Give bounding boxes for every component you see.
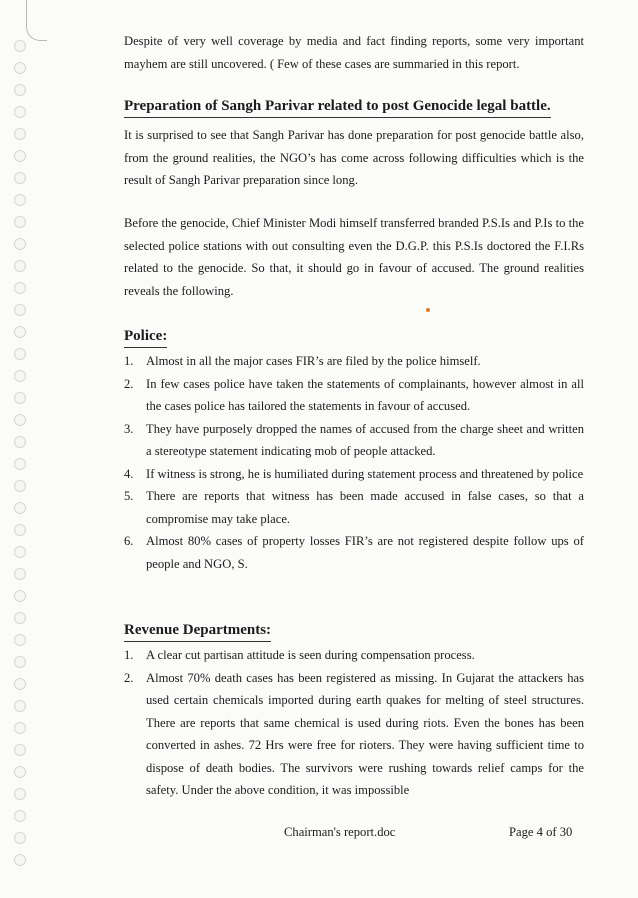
binder-holes [14, 40, 28, 880]
binder-hole [14, 62, 26, 74]
binder-hole [14, 216, 26, 228]
binder-hole [14, 304, 26, 316]
binder-hole [14, 370, 26, 382]
binder-hole [14, 392, 26, 404]
binder-hole [14, 414, 26, 426]
binder-hole [14, 282, 26, 294]
preparation-paragraph-2: Before the genocide, Chief Minister Modi himself transferred branded P.S.Is and P.Is to the selected police stations with out consulting even the D.G.P. this P.S.Is doctored the F.I.Rs related to the genocide. So that, it should go in favour of accused. The ground realities reveals the following. [124, 216, 584, 298]
list-item: 2. Almost 70% death cases has been registered as missing. In Gujarat the attackers has used certain chemicals imported during earth quakes for melting of steel structures. There are reports that same chemical is used during riots. Even the bones has been converted in ashes. 72 Hrs were free for rioters. They were having sufficient time to dispose of death bodies. The survivors were rushing towards relief camps for the safety. Under the above condition, it was impossible [124, 670, 584, 797]
binder-hole [14, 106, 26, 118]
binder-hole [14, 326, 26, 338]
binder-hole [14, 744, 26, 756]
binder-hole [14, 722, 26, 734]
police-list [124, 350, 584, 575]
binder-hole [14, 612, 26, 624]
binder-hole [14, 502, 26, 514]
section-heading-police: Police: [124, 326, 167, 348]
binder-hole [14, 40, 26, 52]
binder-hole [14, 150, 26, 162]
binder-hole [14, 590, 26, 602]
binder-hole [14, 260, 26, 272]
binder-hole [14, 194, 26, 206]
binder-hole [14, 766, 26, 778]
list-item: 6. Almost 80% cases of property losses FIR’s are not registered despite follow ups of people and NGO, S. [124, 534, 584, 571]
binder-hole [14, 700, 26, 712]
binder-hole [14, 656, 26, 668]
binder-hole [14, 348, 26, 360]
preparation-paragraph-1: It is surprised to see that Sangh Parivar has done preparation for post genocide battle also, from the ground realities, the NGO’s has come across following difficulties which is the result of Sangh Parivar preparation since long. [124, 128, 584, 187]
binder-hole [14, 84, 26, 96]
revenue-list [124, 644, 584, 802]
list-item: 5. There are reports that witness has been made accused in false cases, so that a compromise may take place. [124, 489, 584, 526]
binder-hole [14, 788, 26, 800]
ink-speck [426, 308, 430, 312]
binder-hole [14, 238, 26, 250]
binder-hole [14, 480, 26, 492]
footer-page-number: Page 4 of 30 [509, 825, 573, 839]
binder-hole [14, 568, 26, 580]
binder-hole [14, 634, 26, 646]
list-item: 2. In few cases police have taken the statements of complainants, however almost in all the cases police has tailored the statements in favour of accused. [124, 376, 584, 413]
list-item: 1. A clear cut partisan attitude is seen during compensation process. [124, 648, 475, 662]
list-item: 1. Almost in all the major cases FIR’s are filed by the police himself. [124, 354, 481, 368]
binder-hole [14, 436, 26, 448]
paper-corner-mark [26, 0, 47, 41]
list-item: 4. If witness is strong, he is humiliated during statement process and threatened by police [124, 466, 584, 481]
binder-hole [14, 128, 26, 140]
intro-paragraph: Despite of very well coverage by media and fact finding reports, some very important mayhem are still uncovered. ( Few of these cases are summaried in this report. [124, 34, 584, 71]
section-heading-revenue: Revenue Departments: [124, 620, 271, 642]
list-item: 3. They have purposely dropped the names of accused from the charge sheet and written a stereotype statement indicating mob of people attacked. [124, 421, 584, 458]
section-heading-preparation: Preparation of Sangh Parivar related to post Genocide legal battle. [124, 96, 551, 118]
footer-filename: Chairman's report.doc [284, 825, 396, 839]
binder-hole [14, 524, 26, 536]
binder-hole [14, 458, 26, 470]
binder-hole [14, 172, 26, 184]
binder-hole [14, 546, 26, 558]
binder-hole [14, 854, 26, 866]
binder-hole [14, 810, 26, 822]
binder-hole [14, 832, 26, 844]
binder-hole [14, 678, 26, 690]
